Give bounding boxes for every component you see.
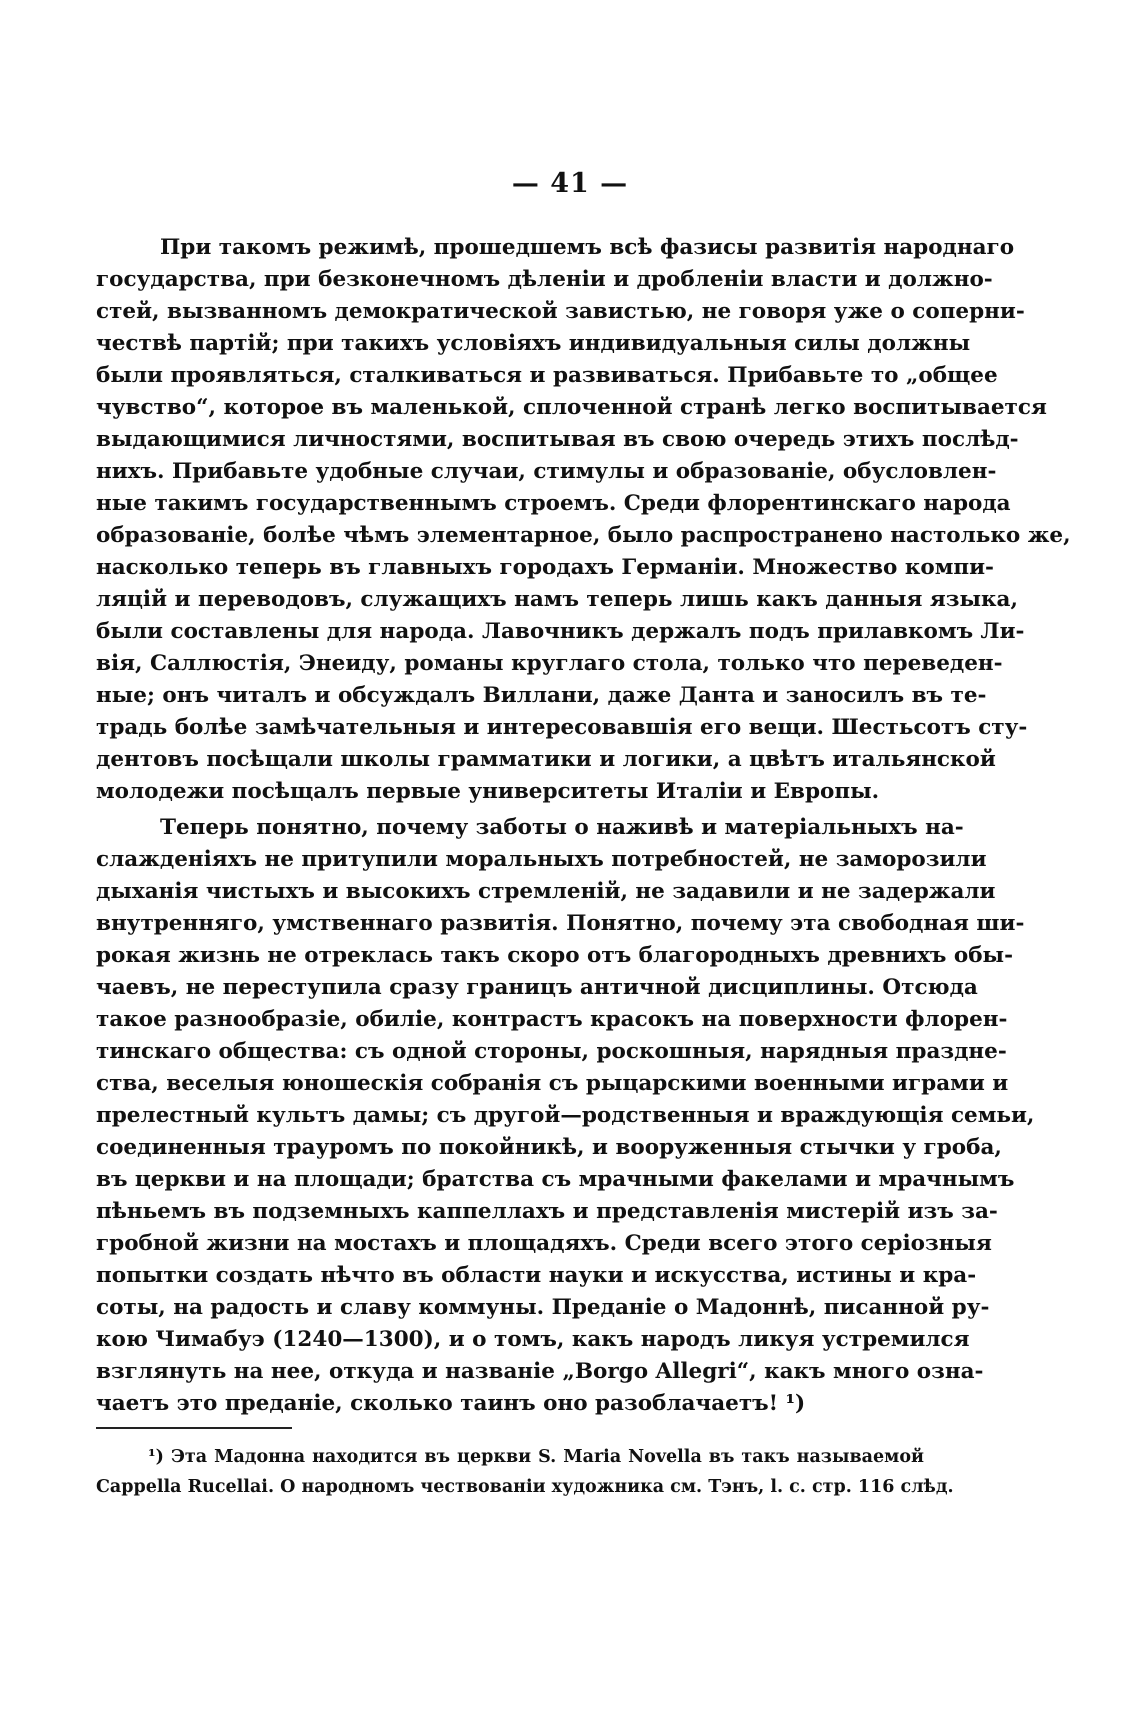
footnote-line: Cappella Rucellai. О народномъ чествованіи художника см. Тэнъ, l. c. стр. 116 слѣд. bbox=[96, 1477, 954, 1497]
text-line: дыханія чистыхъ и высокихъ стремленій, не задавили и не задержали bbox=[96, 879, 996, 904]
text-line: соединенныя трауромъ по покойникѣ, и вооруженныя стычки у гроба, bbox=[96, 1135, 1002, 1160]
text-line: чествѣ партій; при такихъ условіяхъ индивидуальныя силы должны bbox=[96, 331, 971, 356]
text-line: соты, на радость и славу коммуны. Преданіе о Мадоннѣ, писанной ру- bbox=[96, 1295, 990, 1320]
footnote-divider bbox=[96, 1427, 292, 1429]
text-line: насколько теперь въ главныхъ городахъ Германіи. Множество компи- bbox=[96, 555, 994, 580]
text-line: были проявляться, сталкиваться и развиваться. Прибавьте то „общее bbox=[96, 363, 998, 388]
paragraph-1 bbox=[96, 232, 1071, 808]
text-line: ства, веселыя юношескія собранія съ рыцарскими военными играми и bbox=[96, 1071, 1009, 1096]
text-line: гробной жизни на мостахъ и площадяхъ. Среди всего этого серіозныя bbox=[96, 1231, 992, 1256]
text-line: чаевъ, не переступила сразу границъ античной дисциплины. Отсюда bbox=[96, 975, 978, 1000]
text-line: пѣньемъ въ подземныхъ каппеллахъ и представленія мистерій изъ за- bbox=[96, 1199, 998, 1224]
text-line: ные; онъ читалъ и обсуждалъ Виллани, даже Данта и заносилъ въ те- bbox=[96, 683, 987, 708]
text-line: выдающимися личностями, воспитывая въ свою очередь этихъ послѣд- bbox=[96, 427, 1019, 452]
footnote bbox=[96, 1442, 954, 1502]
text-line: дентовъ посѣщали школы грамматики и логики, а цвѣтъ итальянской bbox=[96, 747, 996, 772]
text-line: Теперь понятно, почему заботы о наживѣ и матеріальныхъ на- bbox=[160, 815, 964, 840]
text-line: такое разнообразіе, обиліе, контрастъ красокъ на поверхности флорен- bbox=[96, 1007, 1008, 1032]
text-line: въ церкви и на площади; братства съ мрачными факелами и мрачнымъ bbox=[96, 1167, 1015, 1192]
text-line: попытки создать нѣчто въ области науки и искусства, истины и кра- bbox=[96, 1263, 977, 1288]
text-line: кою Чимабуэ (1240—1300), и о томъ, какъ народъ ликуя устремился bbox=[96, 1327, 970, 1352]
text-line: тинскаго общества: съ одной стороны, роскошныя, нарядныя праздне- bbox=[96, 1039, 1007, 1064]
text-line: чаетъ это преданіе, сколько таинъ оно разоблачаетъ! ¹) bbox=[96, 1391, 806, 1416]
text-line: молодежи посѣщалъ первые университеты Италіи и Европы. bbox=[96, 779, 880, 804]
text-line: были составлены для народа. Лавочникъ держалъ подъ прилавкомъ Ли- bbox=[96, 619, 1025, 644]
text-line: прелестный культъ дамы; съ другой—родственныя и враждующія семьи, bbox=[96, 1103, 1035, 1128]
text-line: образованіе, болѣе чѣмъ элементарное, было распространено настолько же, bbox=[96, 523, 1071, 548]
text-line: чувство“, которое въ маленькой, сплоченной странѣ легко воспитывается bbox=[96, 395, 1047, 420]
text-line: государства, при безконечномъ дѣленіи и дробленіи власти и должно- bbox=[96, 267, 993, 292]
text-line: внутренняго, умственнаго развитія. Понятно, почему эта свободная ши- bbox=[96, 911, 1025, 936]
page-number: — 41 — bbox=[511, 168, 629, 199]
text-line: традь болѣе замѣчательныя и интересовавшія его вещи. Шестьсотъ сту- bbox=[96, 715, 1028, 740]
text-line: слажденіяхъ не притупили моральныхъ потребностей, не заморозили bbox=[96, 847, 987, 872]
text-line: При такомъ режимѣ, прошедшемъ всѣ фазисы развитія народнаго bbox=[160, 235, 1015, 260]
text-line: стей, вызванномъ демократической завистью, не говоря уже о соперни- bbox=[96, 299, 1025, 324]
footnote-line: ¹) Эта Мадонна находится въ церкви S. Maria Novella въ такъ называемой bbox=[148, 1447, 924, 1467]
text-line: вія, Саллюстія, Энеиду, романы круглаго стола, только что переведен- bbox=[96, 651, 1003, 676]
text-line: ные такимъ государственнымъ строемъ. Среди флорентинскаго народа bbox=[96, 491, 1011, 516]
text-line: ляцій и переводовъ, служащихъ намъ теперь лишь какъ данныя языка, bbox=[96, 587, 1018, 612]
text-line: нихъ. Прибавьте удобные случаи, стимулы и образованіе, обусловлен- bbox=[96, 459, 997, 484]
text-line: взглянуть на нее, откуда и названіе „Borgo Allegri“, какъ много озна- bbox=[96, 1359, 984, 1384]
paragraph-2 bbox=[96, 812, 1035, 1420]
text-line: рокая жизнь не отреклась такъ скоро отъ благородныхъ древнихъ обы- bbox=[96, 943, 1014, 968]
